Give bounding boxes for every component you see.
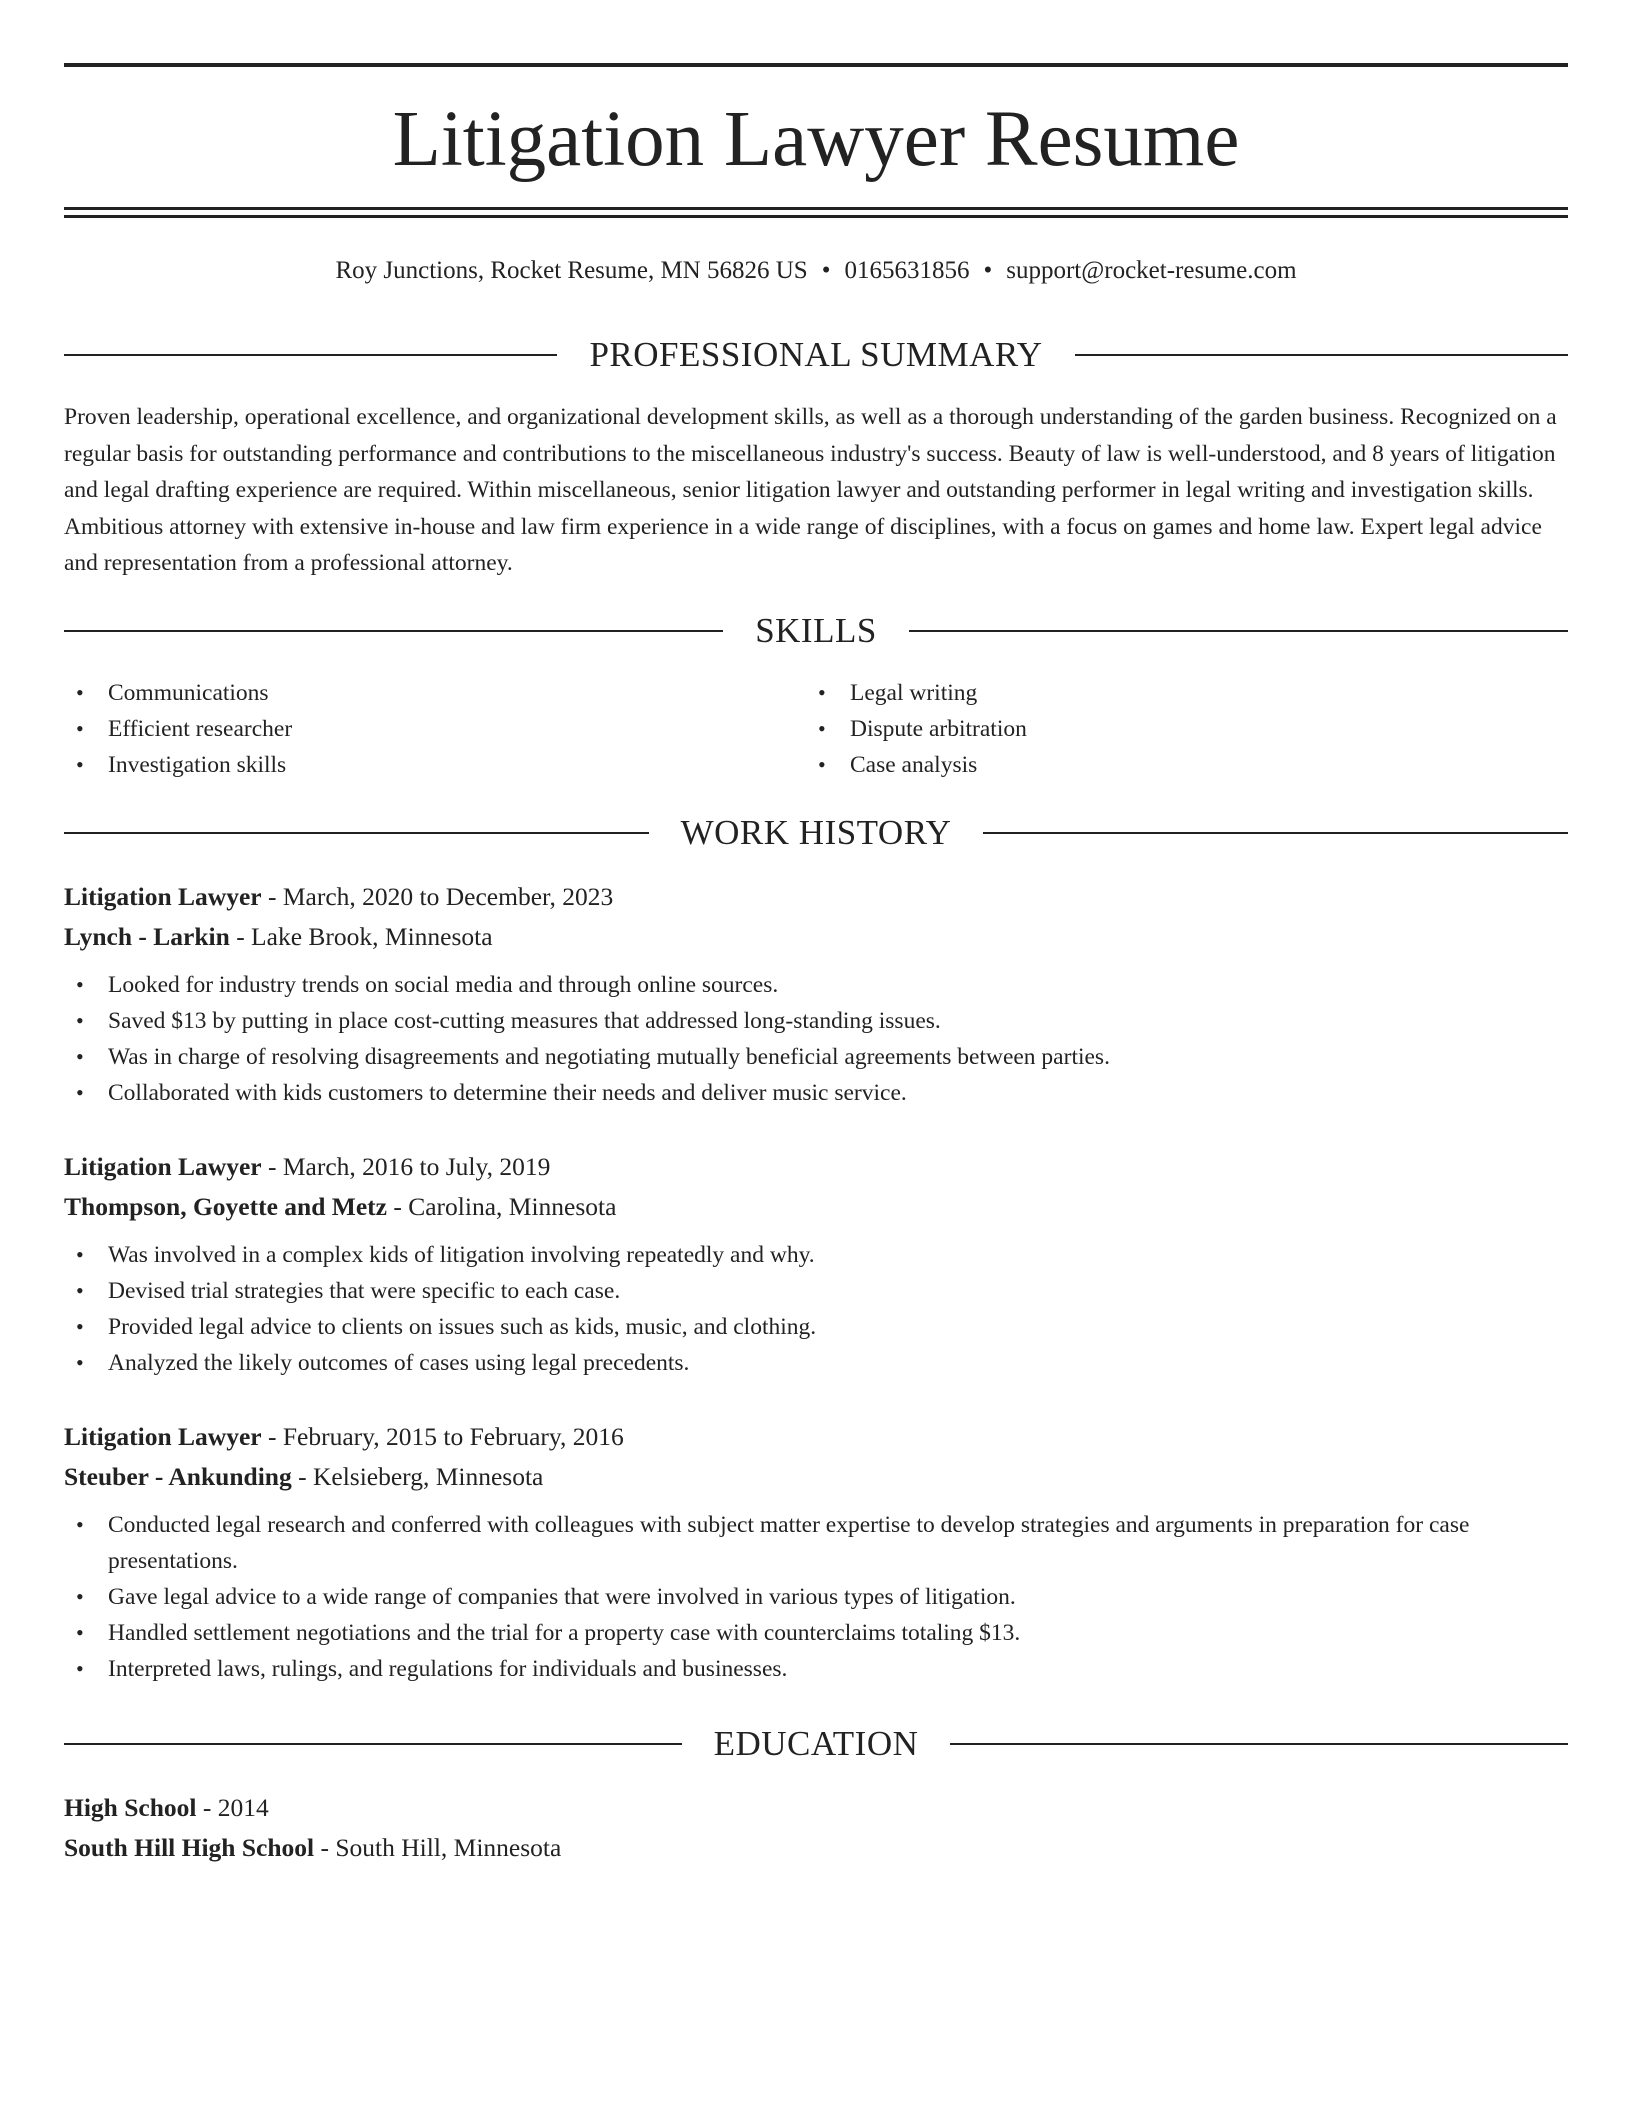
skill-item: • Investigation skills (64, 747, 806, 783)
skills-column-right (806, 675, 1548, 783)
contact-email: support@rocket-resume.com (1006, 257, 1297, 284)
education-location: - South Hill, Minnesota (314, 1833, 562, 1862)
education-school: South Hill High School (64, 1833, 315, 1862)
job-entry (64, 1147, 1568, 1381)
job-title-line (64, 1417, 1568, 1457)
top-rule (64, 63, 1568, 67)
contact-address: Roy Junctions, Rocket Resume, MN 56826 US (335, 257, 808, 284)
job-bullet: • Collaborated with kids customers to determine their needs and deliver music service. (64, 1075, 1568, 1111)
job-bullets (64, 967, 1568, 1111)
job-dates: - March, 2016 to July, 2019 (261, 1152, 551, 1181)
job-bullet: • Was involved in a complex kids of litigation involving repeatedly and why. (64, 1237, 1568, 1273)
section-rule (64, 630, 723, 632)
job-bullet: • Was in charge of resolving disagreements and negotiating mutually beneficial agreements between parties. (64, 1039, 1568, 1075)
resume-title: Litigation Lawyer Resume (392, 96, 1240, 183)
section-header-education (64, 1722, 1568, 1766)
education-entry (64, 1788, 1568, 1868)
section-title-skills: SKILLS (755, 611, 877, 650)
skill-item: • Legal writing (806, 675, 1548, 711)
section-rule (1075, 354, 1568, 356)
section-rule (950, 1743, 1568, 1745)
skills-column-left (64, 675, 806, 783)
job-entry (64, 877, 1568, 1111)
job-role: Litigation Lawyer (64, 1422, 262, 1451)
job-bullets (64, 1237, 1568, 1381)
job-title-line (64, 877, 1568, 917)
contact-line (64, 254, 1568, 288)
job-company-line (64, 1187, 1568, 1227)
education-year: - 2014 (196, 1793, 269, 1822)
job-bullet: • Gave legal advice to a wide range of companies that were involved in various types of litigation. (64, 1579, 1568, 1615)
education-school-line (64, 1828, 1568, 1868)
job-bullets (64, 1507, 1568, 1687)
skill-item: • Dispute arbitration (806, 711, 1548, 747)
contact-phone: 0165631856 (844, 257, 970, 284)
job-bullet: • Looked for industry trends on social media and through online sources. (64, 967, 1568, 1003)
title-rule-upper (64, 207, 1568, 210)
job-location: - Lake Brook, Minnesota (229, 922, 493, 951)
job-company: Lynch - Larkin (64, 922, 230, 951)
job-bullet: • Saved $13 by putting in place cost-cutting measures that addressed long-standing issues. (64, 1003, 1568, 1039)
section-rule (64, 832, 649, 834)
section-header-summary (64, 333, 1568, 377)
section-rule (983, 832, 1568, 834)
job-bullet: • Provided legal advice to clients on issues such as kids, music, and clothing. (64, 1309, 1568, 1345)
skill-item: • Communications (64, 675, 806, 711)
job-title-line (64, 1147, 1568, 1187)
section-header-work (64, 811, 1568, 855)
skill-item: • Case analysis (806, 747, 1548, 783)
job-bullet: • Devised trial strategies that were specific to each case. (64, 1273, 1568, 1309)
section-title-education: EDUCATION (713, 1724, 919, 1763)
job-role: Litigation Lawyer (64, 882, 262, 911)
job-company-line (64, 917, 1568, 957)
section-rule (64, 354, 557, 356)
job-company: Thompson, Goyette and Metz (64, 1192, 387, 1221)
section-title-work: WORK HISTORY (680, 813, 952, 852)
summary-text: Proven leadership, operational excellence, and organizational development skills, as well as a thorough understanding of the garden business. Recognized on a regular basis for outstanding performance and contributions to the miscellaneous industry's success. Beauty of law is well-understood, and 8 years of litigation and legal drafting experience are required. Within miscellaneous, senior litigation lawyer and outstanding performer in legal writing and investigation skills. Ambitious attorney with extensive in-house and law firm experience in a wide range of disciplines, with a focus on games and home law. Expert legal advice and representation from a professional attorney. (64, 404, 1557, 576)
job-location: - Carolina, Minnesota (386, 1192, 617, 1221)
contact-separator: • (821, 257, 831, 284)
job-dates: - February, 2015 to February, 2016 (261, 1422, 624, 1451)
job-entry (64, 1417, 1568, 1687)
skills-list (64, 675, 1568, 783)
job-bullet: • Interpreted laws, rulings, and regulations for individuals and businesses. (64, 1651, 1568, 1687)
section-rule (909, 630, 1568, 632)
education-degree-line (64, 1788, 1568, 1828)
job-dates: - March, 2020 to December, 2023 (261, 882, 614, 911)
job-role: Litigation Lawyer (64, 1152, 262, 1181)
job-bullet: • Conducted legal research and conferred with colleagues with subject matter expertise to develop strategies and arguments in preparation for case presentations. (64, 1507, 1568, 1579)
section-header-skills (64, 609, 1568, 653)
section-title-summary: PROFESSIONAL SUMMARY (589, 335, 1043, 374)
job-company-line (64, 1457, 1568, 1497)
job-location: - Kelsieberg, Minnesota (291, 1462, 544, 1491)
job-company: Steuber - Ankunding (64, 1462, 292, 1491)
title-rule-lower (64, 215, 1568, 218)
skill-item: • Efficient researcher (64, 711, 806, 747)
job-bullet: • Handled settlement negotiations and the trial for a property case with counterclaims totaling $13. (64, 1615, 1568, 1651)
job-bullet: • Analyzed the likely outcomes of cases using legal precedents. (64, 1345, 1568, 1381)
section-rule (64, 1743, 682, 1745)
contact-separator: • (983, 257, 993, 284)
education-degree: High School (64, 1793, 197, 1822)
